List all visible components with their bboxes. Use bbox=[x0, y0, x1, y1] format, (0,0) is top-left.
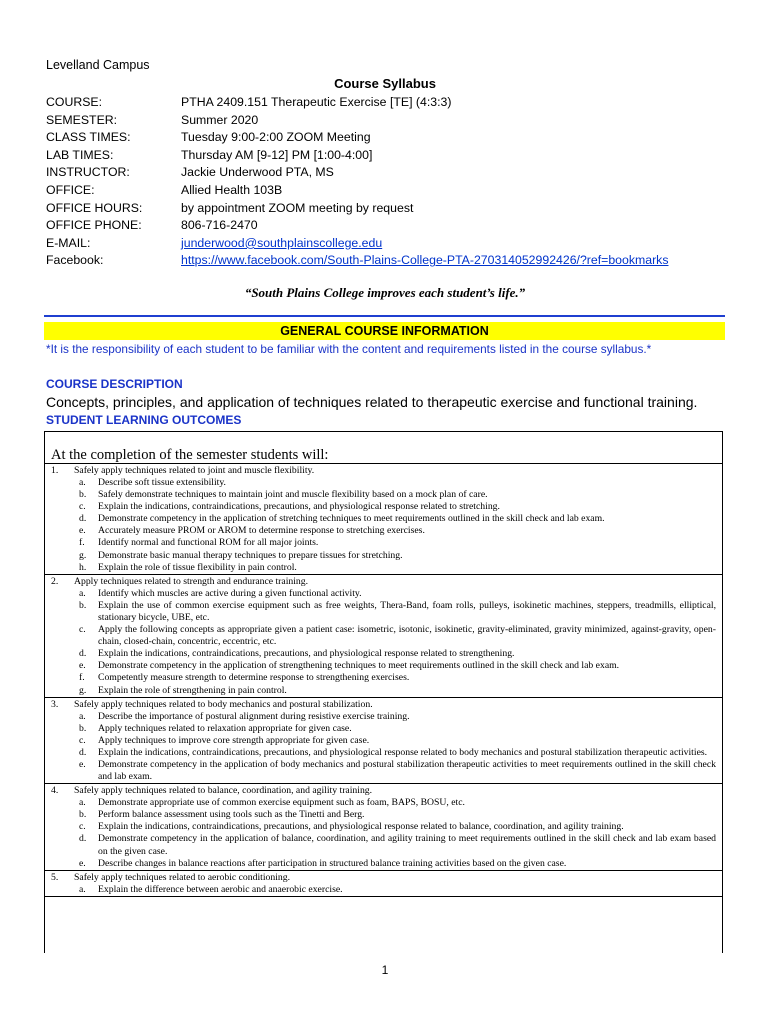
sub-letter: a. bbox=[79, 883, 86, 895]
sub-outcome bbox=[45, 624, 722, 648]
sub-letter: a. bbox=[79, 587, 86, 599]
outcome-number: 5. bbox=[51, 871, 59, 883]
outcome-text: Safely apply techniques related to joint and muscle flexibility. bbox=[74, 465, 315, 476]
sub-text: Demonstrate appropriate use of common exercise equipment such as foam, BAPS, BOSU, etc. bbox=[98, 797, 465, 809]
sub-outcome bbox=[45, 537, 722, 549]
sub-text: Apply the following concepts as appropriate given a patient case: isometric, isotonic, isokinetic, gravity-eliminated, gravity minimized, against-gravity, open-chain, closed-chain, concentric, eccentric, etc. bbox=[98, 624, 716, 648]
sub-letter: c. bbox=[79, 501, 86, 513]
outcome-item bbox=[45, 871, 722, 897]
info-value: Thursday AM [9-12] PM [1:00-4:00] bbox=[181, 147, 373, 162]
sub-letter: f. bbox=[79, 672, 85, 684]
info-label: OFFICE PHONE: bbox=[46, 218, 142, 233]
sub-outcome bbox=[45, 562, 722, 574]
sub-letter: a. bbox=[79, 797, 86, 809]
info-value: Tuesday 9:00-2:00 ZOOM Meeting bbox=[181, 130, 371, 145]
info-label: COURSE: bbox=[46, 95, 103, 109]
sub-outcome bbox=[45, 833, 722, 857]
info-row-office bbox=[46, 182, 668, 200]
sub-text: Apply techniques related to relaxation appropriate for given case. bbox=[98, 722, 352, 734]
info-row-office-phone bbox=[46, 217, 668, 235]
info-row-email bbox=[46, 235, 668, 253]
sub-outcome bbox=[45, 477, 722, 489]
sub-letter: h. bbox=[79, 561, 87, 573]
sub-text: Explain the indications, contraindications, precautions, and physiological response related to balance, coordination, and agility training. bbox=[98, 821, 624, 833]
facebook-link[interactable]: https://www.facebook.com/South-Plains-College-PTA-270314052992426/?ref=bookmarks bbox=[181, 253, 669, 268]
sub-letter: b. bbox=[79, 489, 87, 501]
info-label: LAB TIMES: bbox=[46, 147, 114, 162]
sub-letter: g. bbox=[79, 684, 87, 696]
sub-text: Describe the importance of postural alignment during resistive exercise training. bbox=[98, 710, 410, 722]
info-label: E-MAIL: bbox=[46, 235, 91, 250]
college-motto: “South Plains College improves each student’s life.” bbox=[244, 285, 526, 300]
sub-letter: d. bbox=[79, 513, 87, 525]
info-value: by appointment ZOOM meeting by request bbox=[181, 200, 414, 215]
sub-outcome bbox=[45, 501, 722, 513]
sub-text: Demonstrate competency in the application of body mechanics and postural stabilization therapeutic activities to meet requirements outlined in the skill check and lab exam. bbox=[98, 758, 716, 783]
learning-outcomes-heading: STUDENT LEARNING OUTCOMES bbox=[46, 413, 242, 427]
sub-letter: d. bbox=[79, 833, 87, 845]
sub-outcome bbox=[45, 809, 722, 821]
sub-text: Accurately measure PROM or AROM to determine response to stretching exercises. bbox=[98, 525, 425, 537]
sub-letter: a. bbox=[79, 710, 86, 722]
info-value: 806-716-2470 bbox=[181, 218, 258, 233]
sub-outcome bbox=[45, 648, 722, 660]
sub-outcome bbox=[45, 588, 722, 600]
info-label: Facebook: bbox=[46, 253, 104, 268]
sub-text: Demonstrate competency in the application of strengthening techniques to meet requirements outlined in the skill check and lab exam. bbox=[98, 660, 620, 672]
sub-letter: b. bbox=[79, 599, 87, 611]
outcome-item bbox=[45, 464, 722, 575]
sub-text: Demonstrate competency in the application of stretching techniques to meet requirements outlined in the skill check and lab exam. bbox=[98, 513, 605, 525]
learning-outcomes-table bbox=[44, 431, 723, 953]
email-link[interactable]: junderwood@southplainscollege.edu bbox=[181, 235, 383, 250]
sub-text: Demonstrate competency in the application of balance, coordination, and agility training to meet requirements outlined in the skill check and lab exam based on the given case. bbox=[98, 833, 716, 857]
info-label: OFFICE: bbox=[46, 182, 95, 197]
info-label: SEMESTER: bbox=[46, 112, 118, 127]
sub-outcome bbox=[45, 525, 722, 537]
sub-text: Identify normal and functional ROM for all major joints. bbox=[98, 537, 319, 549]
sub-letter: a. bbox=[79, 477, 86, 488]
sub-outcome bbox=[45, 821, 722, 833]
info-label: INSTRUCTOR: bbox=[46, 165, 130, 180]
sub-letter: g. bbox=[79, 549, 87, 561]
outcome-item bbox=[45, 698, 722, 785]
info-row-class-times bbox=[46, 129, 668, 147]
outcome-item bbox=[45, 784, 722, 871]
sub-text: Apply techniques to improve core strength appropriate for given case. bbox=[98, 734, 370, 746]
sub-text: Describe soft tissue extensibility. bbox=[98, 477, 226, 488]
course-info-list bbox=[46, 94, 668, 270]
sub-letter: d. bbox=[79, 746, 87, 758]
sub-text: Perform balance assessment using tools such as the Tinetti and Berg. bbox=[98, 809, 365, 821]
sub-outcome bbox=[45, 550, 722, 562]
responsibility-note: *It is the responsibility of each student to be familiar with the content and requirements listed in the course syllabus.* bbox=[46, 342, 652, 356]
sub-text: Identify which muscles are active during a given functional activity. bbox=[98, 587, 362, 599]
sub-outcome bbox=[45, 858, 722, 870]
sub-text: Explain the role of strengthening in pain control. bbox=[98, 684, 287, 696]
section-divider bbox=[44, 315, 725, 317]
course-description-text: Concepts, principles, and application of techniques related to therapeutic exercise and functional training. bbox=[46, 394, 698, 410]
info-value: Jackie Underwood PTA, MS bbox=[181, 165, 334, 180]
info-row-semester bbox=[46, 112, 668, 130]
sub-outcome bbox=[45, 711, 722, 723]
info-value: Summer 2020 bbox=[181, 112, 259, 127]
outcome-number: 4. bbox=[51, 785, 59, 797]
sub-outcome bbox=[45, 513, 722, 525]
sub-outcome bbox=[45, 685, 722, 697]
sub-letter: c. bbox=[79, 734, 86, 746]
sub-outcome bbox=[45, 489, 722, 501]
sub-outcome bbox=[45, 797, 722, 809]
outcome-number: 3. bbox=[51, 698, 59, 710]
sub-text: Explain the indications, contraindications, precautions, and physiological response related to stretching. bbox=[98, 501, 500, 513]
info-label: OFFICE HOURS: bbox=[46, 200, 143, 215]
page-number: 1 bbox=[381, 963, 389, 977]
outcome-number: 2. bbox=[51, 575, 59, 587]
sub-letter: c. bbox=[79, 821, 86, 833]
info-row-instructor bbox=[46, 164, 668, 182]
outcome-text: Apply techniques related to strength and endurance training. bbox=[74, 575, 309, 587]
sub-letter: d. bbox=[79, 648, 87, 660]
sub-letter: b. bbox=[79, 722, 87, 734]
sub-text: Explain the role of tissue flexibility in pain control. bbox=[98, 561, 297, 573]
info-value: Allied Health 103B bbox=[181, 182, 283, 197]
sub-outcome bbox=[45, 747, 722, 759]
sub-text: Explain the difference between aerobic and anaerobic exercise. bbox=[98, 883, 343, 895]
syllabus-title: Course Syllabus bbox=[334, 76, 436, 91]
outcome-text: Safely apply techniques related to aerobic conditioning. bbox=[74, 871, 291, 883]
sub-letter: e. bbox=[79, 857, 86, 869]
info-row-lab-times bbox=[46, 147, 668, 165]
sub-outcome bbox=[45, 660, 722, 672]
sub-letter: f. bbox=[79, 537, 85, 549]
outcome-item bbox=[45, 575, 722, 698]
general-info-heading: GENERAL COURSE INFORMATION bbox=[44, 322, 725, 340]
sub-outcome bbox=[45, 672, 722, 684]
sub-outcome bbox=[45, 884, 722, 896]
sub-letter: e. bbox=[79, 660, 86, 672]
course-description-heading: COURSE DESCRIPTION bbox=[46, 377, 183, 391]
sub-outcome bbox=[45, 759, 722, 783]
sub-text: Explain the use of common exercise equipment such as free weights, Thera-Band, foam rolls, pulleys, isokinetic machines, steppers, treadmills, elliptical, stationary bicycle, UBE, etc. bbox=[98, 599, 716, 623]
sub-outcome bbox=[45, 600, 722, 624]
sub-letter: e. bbox=[79, 758, 86, 770]
sub-letter: e. bbox=[79, 525, 86, 537]
info-value: PTHA 2409.151 Therapeutic Exercise [TE] (4:3:3) bbox=[181, 95, 452, 109]
sub-outcome bbox=[45, 735, 722, 747]
sub-text: Demonstrate basic manual therapy techniques to prepare tissues for stretching. bbox=[98, 549, 403, 561]
outcome-text: Safely apply techniques related to balance, coordination, and agility training. bbox=[74, 785, 373, 797]
sub-text: Explain the indications, contraindications, precautions, and physiological response related to strengthening. bbox=[98, 648, 515, 660]
sub-text: Describe changes in balance reactions after participation in structured balance training activities based on the given case. bbox=[98, 857, 567, 869]
info-row-office-hours bbox=[46, 200, 668, 218]
outcome-text: Safely apply techniques related to body mechanics and postural stabilization. bbox=[74, 698, 373, 710]
sub-letter: b. bbox=[79, 809, 87, 821]
outcome-number: 1. bbox=[51, 465, 59, 476]
info-label: CLASS TIMES: bbox=[46, 130, 131, 145]
sub-outcome bbox=[45, 723, 722, 735]
sub-text: Safely demonstrate techniques to maintain joint and muscle flexibility based on a mock plan of care. bbox=[98, 489, 488, 501]
campus-label: Levelland Campus bbox=[46, 58, 150, 72]
sub-text: Explain the indications, contraindications, precautions, and physiological response related to body mechanics and postural stabilization therapeutic activities. bbox=[98, 746, 708, 758]
sub-text: Competently measure strength to determine response to strengthening exercises. bbox=[98, 672, 410, 684]
sub-letter: c. bbox=[79, 624, 86, 636]
info-row-facebook bbox=[46, 252, 668, 270]
info-row-course bbox=[46, 94, 668, 112]
outcomes-intro: At the completion of the semester students will: bbox=[45, 432, 722, 464]
